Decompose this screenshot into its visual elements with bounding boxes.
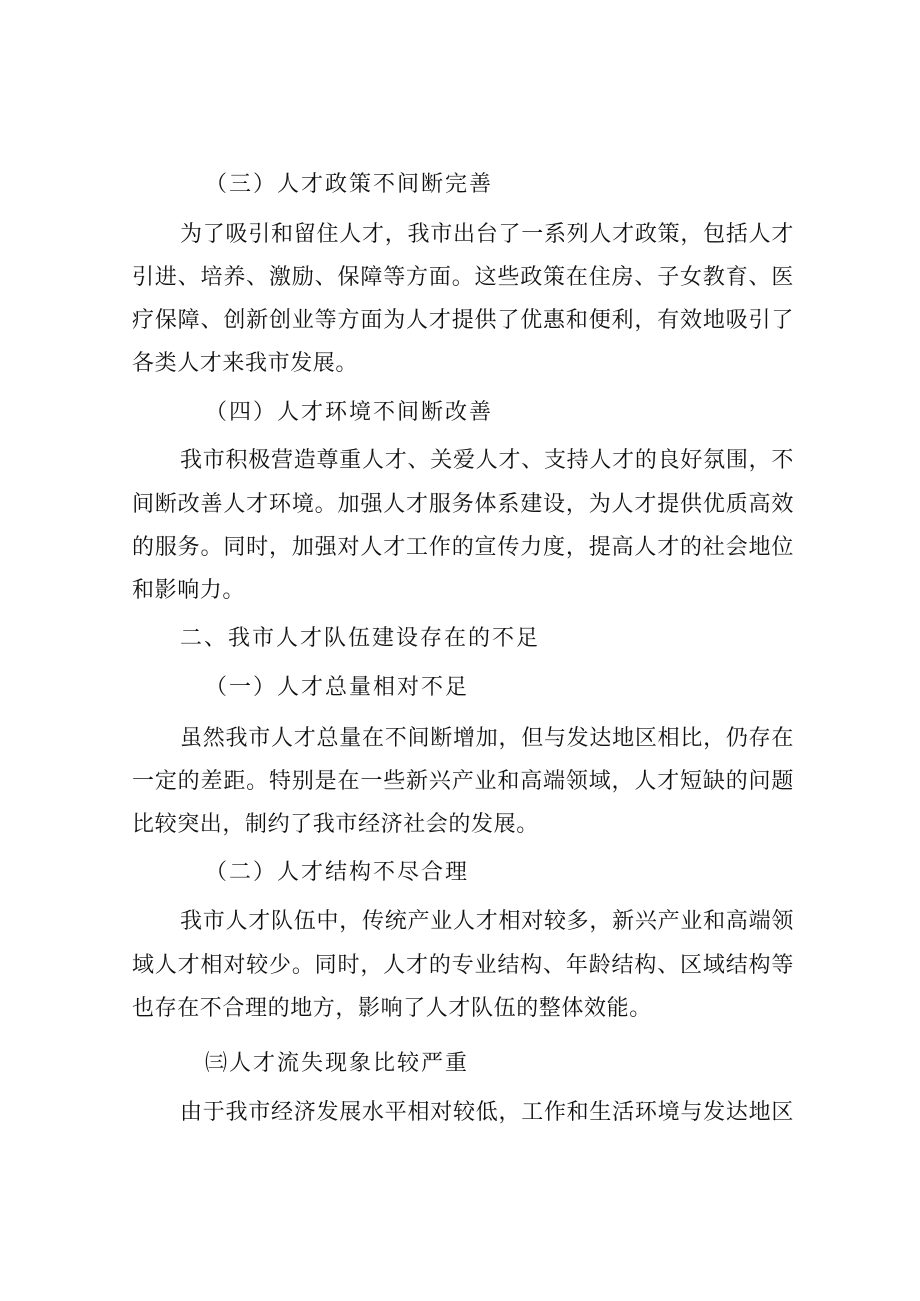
paragraph-line: 引进、培养、激励、保障等方面。这些政策在住房、子女教育、医 <box>132 265 794 290</box>
major-heading-shortcomings: 二、我市人才队伍建设存在的不足 <box>180 626 541 651</box>
paragraph-line: 我市人才队伍中，传统产业人才相对较多，新兴产业和高端领 <box>180 909 794 934</box>
section-heading-talent-policy: （三）人才政策不间断完善 <box>205 172 494 197</box>
section-heading-talent-structure: （二）人才结构不尽合理 <box>205 860 470 885</box>
paragraph-line: 和影响力。 <box>132 578 246 603</box>
paragraph-line: 虽然我市人才总量在不间断增加，但与发达地区相比，仍存在 <box>180 726 794 751</box>
paragraph-line: 各类人才来我市发展。 <box>132 351 359 376</box>
paragraph-line: 疗保障、创新创业等方面为人才提供了优惠和便利，有效地吸引了 <box>132 308 794 333</box>
section-heading-talent-loss: ㈢人才流失现象比较严重 <box>205 1051 470 1076</box>
paragraph-line: 域人才相对较少。同时，人才的专业结构、年龄结构、区域结构等 <box>132 953 794 978</box>
paragraph-line: 为了吸引和留住人才，我市出台了一系列人才政策，包括人才 <box>180 222 794 247</box>
section-heading-talent-environment: （四）人才环境不间断改善 <box>205 400 494 425</box>
paragraph-line: 比较突出，制约了我市经济社会的发展。 <box>132 812 539 837</box>
paragraph-line: 我市积极营造尊重人才、关爱人才、支持人才的良好氛围，不 <box>180 448 794 473</box>
paragraph-line: 也存在不合理的地方，影响了人才队伍的整体效能。 <box>132 996 652 1021</box>
paragraph-line: 由于我市经济发展水平相对较低，工作和生活环境与发达地区 <box>180 1100 794 1125</box>
paragraph-line: 一定的差距。特别是在一些新兴产业和高端领域，人才短缺的问题 <box>132 769 794 794</box>
paragraph-line: 间断改善人才环境。加强人才服务体系建设，为人才提供优质高效 <box>132 492 794 517</box>
section-heading-talent-total: （一）人才总量相对不足 <box>205 675 470 700</box>
paragraph-line: 的服务。同时，加强对人才工作的宣传力度，提高人才的社会地位 <box>132 535 794 560</box>
